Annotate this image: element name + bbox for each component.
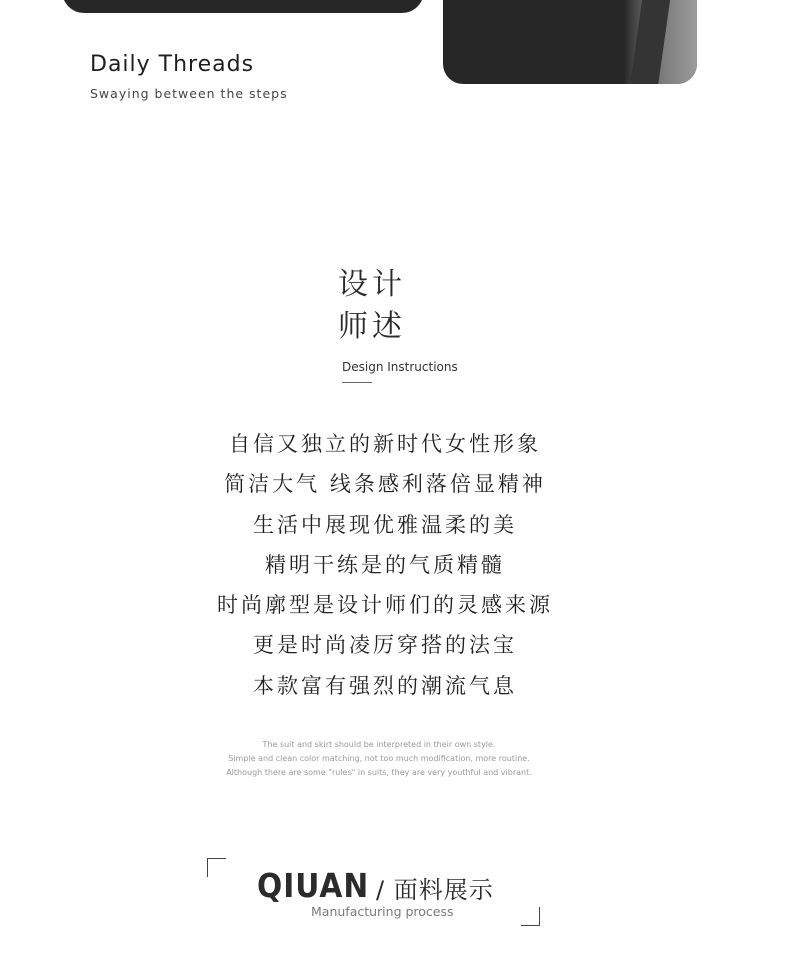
statement-line: 更是时尚凌厉穿搭的法宝 [253,633,517,658]
brand-title: Daily Threads [90,52,255,77]
english-note: Simple and clean color matching, not too much modification, more routine. [228,754,530,763]
design-statement [0,424,770,706]
fabric-subtitle: Manufacturing process [311,904,454,919]
divider [342,382,372,383]
statement-line: 本款富有强烈的潮流气息 [253,673,517,698]
english-note: Although there are some "rules" in suits, they are very youthful and vibrant. [226,768,532,777]
corner-bracket-bottom-right [521,907,540,926]
english-note: The suit and skirt should be interpreted in their own style. [262,740,496,749]
english-notes [0,738,758,780]
design-heading-line2: 师述 [338,309,406,344]
corner-bracket-top-left [207,858,226,877]
design-subtitle: Design Instructions [342,360,458,374]
product-photo-left [62,0,424,13]
statement-line: 生活中展现优雅温柔的美 [253,512,517,537]
fabric-brand: QIUAN [257,866,370,905]
statement-line: 自信又独立的新时代女性形象 [229,432,541,456]
design-heading-line1: 设计 [338,267,406,302]
statement-line: 精明干练是的气质精髓 [265,552,505,577]
statement-line: 简洁大气 线条感利落倍显精神 [224,472,546,497]
brand-subtitle: Swaying between the steps [90,86,288,101]
statement-line: 时尚廓型是设计师们的灵感来源 [217,593,553,618]
product-photo-right [443,0,697,84]
fabric-title: / 面料展示 [376,876,494,904]
